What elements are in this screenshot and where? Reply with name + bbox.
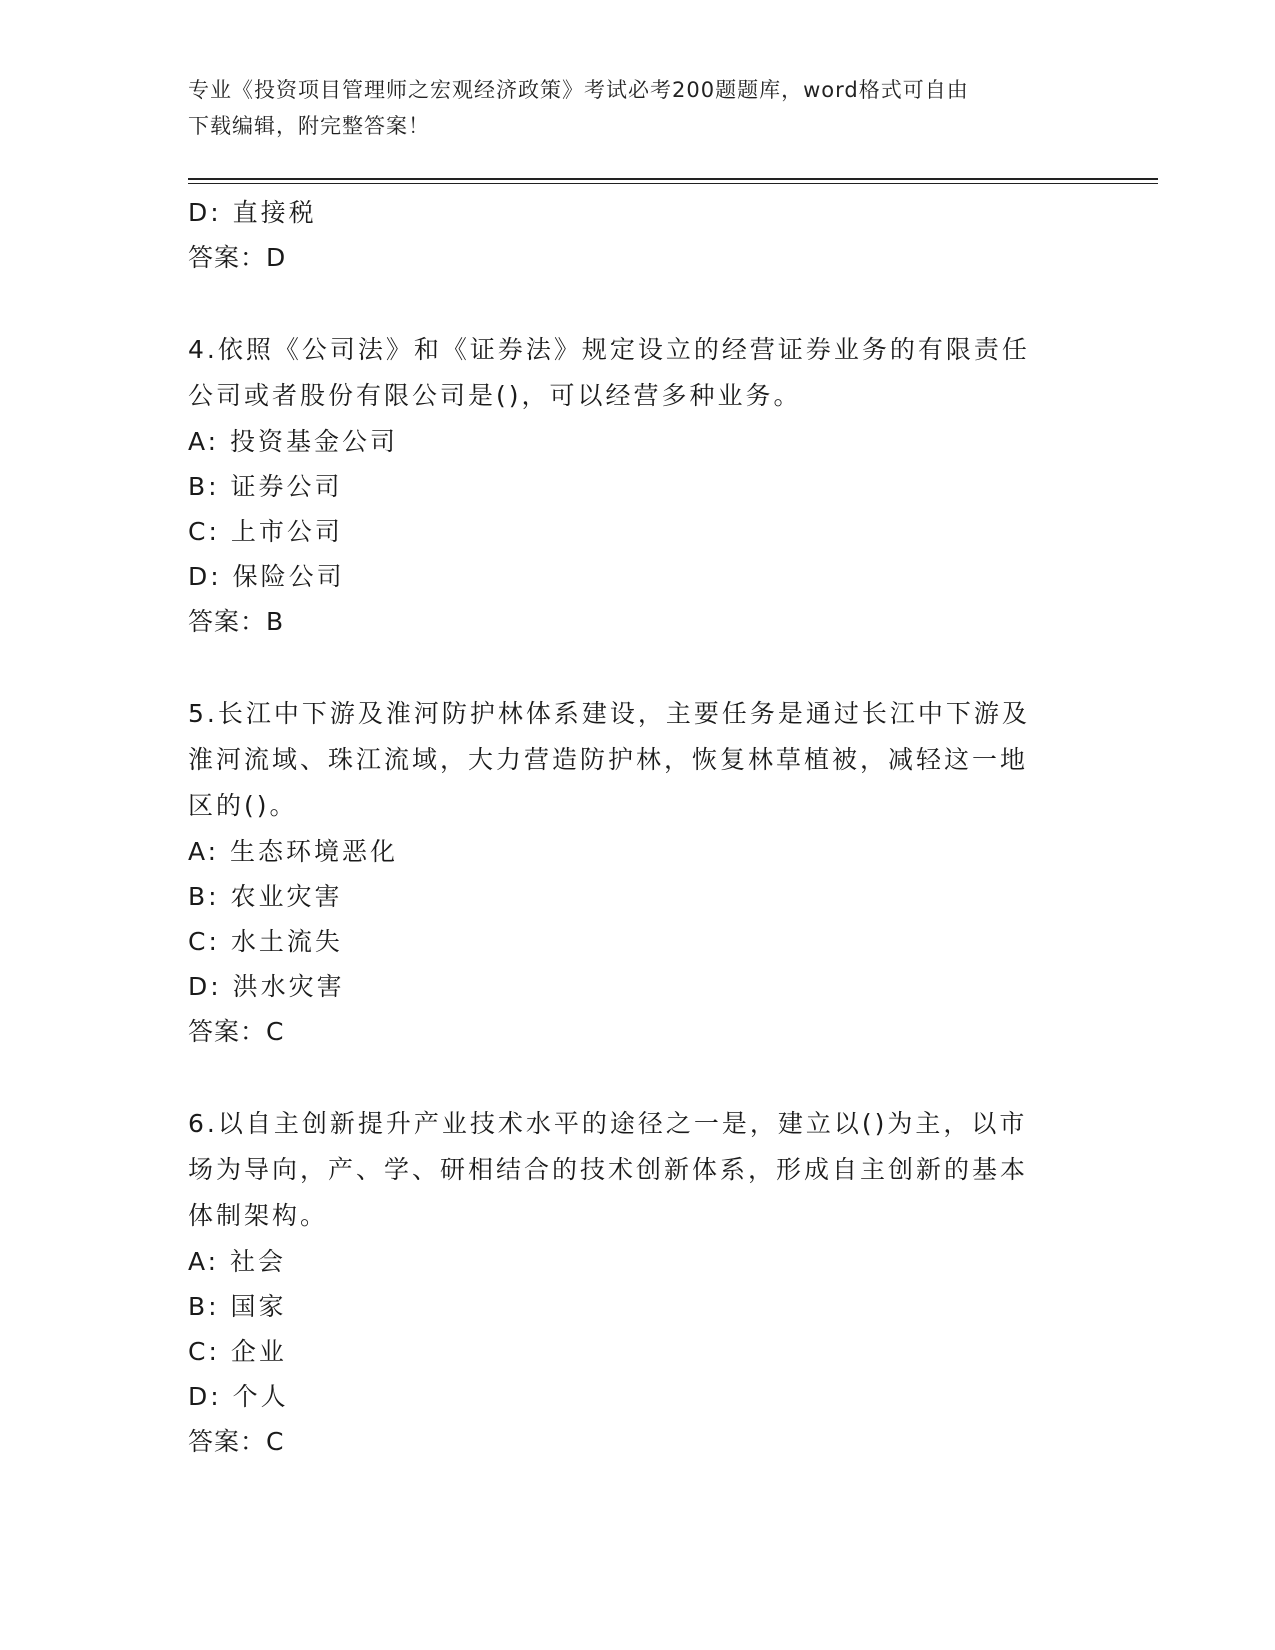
- answer-line: 答案：B: [188, 607, 285, 636]
- spacer: [188, 1055, 1068, 1101]
- question-stem-line: 5.长江中下游及淮河防护林体系建设，主要任务是通过长江中下游及: [188, 699, 1030, 728]
- question-stem-line: 场为导向，产、学、研相结合的技术创新体系，形成自主创新的基本: [188, 1155, 1029, 1184]
- answer-line: 答案：D: [188, 243, 287, 272]
- spacer: [188, 645, 1068, 691]
- question-3-tail: [188, 190, 1068, 281]
- option-a: A: 投资基金公司: [188, 427, 399, 456]
- question-5: [188, 691, 1068, 1055]
- question-stem-line: 6.以自主创新提升产业技术水平的途径之一是，建立以()为主，以市: [188, 1109, 1028, 1138]
- answer-line: 答案：C: [188, 1017, 285, 1046]
- header-line-2: 下载编辑，附完整答案！: [188, 114, 430, 138]
- header-line-1: 专业《投资项目管理师之宏观经济政策》考试必考200题题库，word格式可自由: [188, 78, 969, 102]
- spacer: [188, 281, 1068, 327]
- option-b: B: 证券公司: [188, 472, 343, 501]
- question-stem-line: 区的()。: [188, 791, 298, 820]
- option-d: D: 个人: [188, 1382, 289, 1411]
- question-content: [188, 190, 1068, 1465]
- option-a: A: 社会: [188, 1247, 287, 1276]
- option-d: D: 保险公司: [188, 562, 345, 591]
- question-stem-line: 体制架构。: [188, 1201, 329, 1230]
- option-c: C: 企业: [188, 1337, 287, 1366]
- option-a: A: 生态环境恶化: [188, 837, 399, 866]
- question-4: [188, 327, 1068, 645]
- document-header: [188, 72, 1068, 144]
- question-stem-line: 公司或者股份有限公司是()，可以经营多种业务。: [188, 381, 802, 410]
- option-c: C: 水土流失: [188, 927, 343, 956]
- option-d: D: 洪水灾害: [188, 972, 345, 1001]
- option-b: B: 国家: [188, 1292, 287, 1321]
- option-b: B: 农业灾害: [188, 882, 343, 911]
- option-d: D: 直接税: [188, 198, 317, 227]
- question-stem-line: 淮河流域、珠江流域，大力营造防护林，恢复林草植被，减轻这一地: [188, 745, 1029, 774]
- header-divider: [188, 178, 1158, 180]
- question-stem-line: 4.依照《公司法》和《证券法》规定设立的经营证券业务的有限责任: [188, 335, 1030, 364]
- answer-line: 答案：C: [188, 1427, 285, 1456]
- header-divider-thin: [188, 183, 1158, 184]
- question-6: [188, 1101, 1068, 1465]
- option-c: C: 上市公司: [188, 517, 343, 546]
